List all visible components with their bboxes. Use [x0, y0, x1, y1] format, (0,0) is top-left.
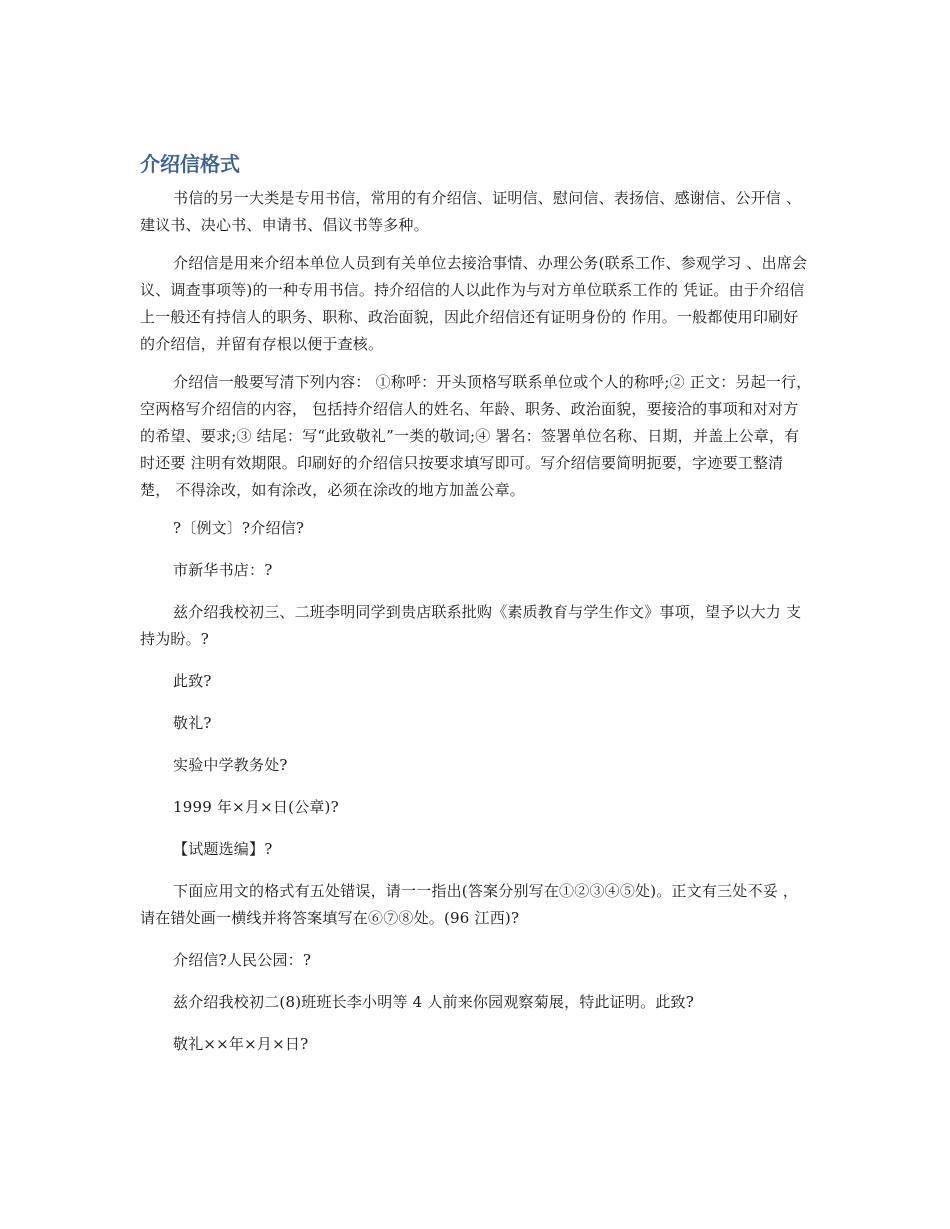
document-title: 介绍信格式	[140, 152, 240, 176]
paragraph-exercise-salutation: 介绍信?人民公园：?	[173, 951, 312, 969]
paragraph-example-body: 兹介绍我校初三、二班李明同学到贵店联系批购《素质教育与学生作文》事项，望予以大力 支持为盼。?	[140, 603, 802, 648]
paragraph-exercise-heading: 【试题选编】?	[173, 840, 273, 858]
paragraph-signature: 实验中学教务处?	[173, 756, 288, 774]
paragraph-exercise-body: 兹介绍我校初二(8)班班长李小明等 4 人前来你园观察菊展，特此证明。此致?	[173, 993, 694, 1011]
paragraph-exercise-closing: 敬礼××年×月×日?	[173, 1035, 309, 1053]
paragraph-closing-1: 此致?	[173, 672, 212, 690]
paragraph-exercise-instructions: 下面应用文的格式有五处错误，请一一指出(答案分别写在①②③④⑤处)。正文有三处不妥 ，请在错处画一横线并将答案填写在⑥⑦⑧处。(96 江西)?	[140, 882, 799, 927]
paragraph-date: 1999 年×月×日(公章)?	[173, 798, 339, 816]
paragraph-salutation: 市新华书店：?	[173, 561, 273, 579]
paragraph-intro: 书信的另一大类是专用书信，常用的有介绍信、证明信、慰问信、表扬信、感谢信、公开信 、建议书、决心书、申请书、倡议书等多种。	[140, 189, 802, 234]
document-page	[140, 150, 812, 1073]
paragraph-definition: 介绍信是用来介绍本单位人员到有关单位去接洽事情、办理公务(联系工作、参观学习 、出席会议、调查事项等)的一种专用书信。持介绍信的人以此作为与对方单位联系工作的 凭证。由于介绍信上一般还有持信人的职务、职称、政治面貌，因此介绍信还有证明身份的 作用。一般都使用印刷好的介绍信，并留有存根以便于查核。	[140, 254, 808, 353]
paragraph-contents: 介绍信一般要写清下列内容： ①称呼：开头顶格写联系单位或个人的称呼;② 正文：另起一行，空两格写介绍信的内容， 包括持介绍信人的姓名、年龄、职务、政治面貌，要接洽的事项和对对方的希望、要求;③ 结尾：写“此致敬礼”一类的敬词;④ 署名：签署单位名称、日期，并盖上公章，有时还要 注明有效期限。印刷好的介绍信只按要求填写即可。写介绍信要简明扼要，字迹要工整清楚， 不得涂改，如有涂改，必须在涂改的地方加盖公章。	[140, 373, 812, 499]
paragraph-closing-2: 敬礼?	[173, 714, 212, 732]
paragraph-example-heading: ?〔例文〕?介绍信?	[173, 519, 305, 537]
